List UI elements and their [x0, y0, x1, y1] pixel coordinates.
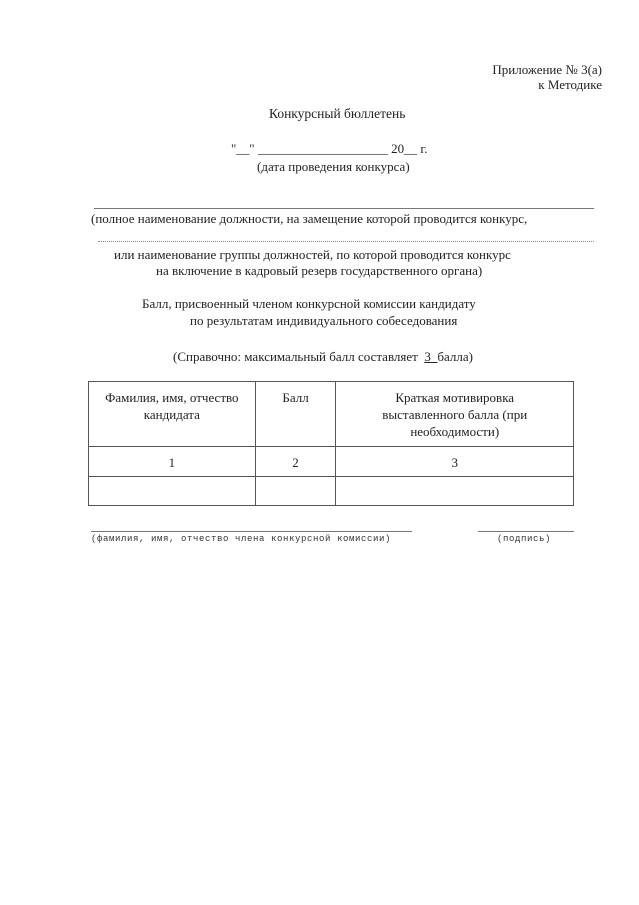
- position-name-line: [94, 208, 594, 209]
- max-score-value: 3: [424, 349, 431, 364]
- column-number-3: 3: [336, 447, 574, 477]
- header-motivation: Краткая мотивировка выставленного балла (при необходимости): [336, 382, 574, 447]
- position-caption-1: (полное наименование должности, на замещение которой проводится конкурс,: [91, 211, 528, 226]
- score-cell[interactable]: [255, 477, 336, 506]
- date-line: "__" ____________________ 20__ г.: [231, 141, 428, 156]
- max-score-suffix: балла): [437, 349, 473, 364]
- date-caption: (дата проведения конкурса): [257, 159, 410, 174]
- table-row: [89, 447, 574, 477]
- column-number-1: 1: [89, 447, 256, 477]
- position-group-line: [98, 241, 594, 242]
- position-caption-3: на включение в кадровый резерв государственного органа): [156, 263, 483, 278]
- table-header-row: [89, 382, 574, 447]
- member-name-caption: (фамилия, имя, отчество члена конкурсной комиссии): [91, 534, 392, 544]
- header-candidate-name: Фамилия, имя, отчество кандидата: [89, 382, 256, 447]
- table-row: [89, 477, 574, 506]
- candidate-name-cell[interactable]: [89, 477, 256, 506]
- motivation-cell[interactable]: [336, 477, 574, 506]
- max-score-prefix: (Справочно: максимальный балл составляет: [173, 349, 418, 364]
- signature-caption: (подпись): [497, 534, 552, 544]
- column-number-2: 2: [255, 447, 336, 477]
- document-title: Конкурсный бюллетень: [269, 106, 406, 121]
- signature-line: [478, 531, 574, 532]
- position-caption-2: или наименование группы должностей, по которой проводится конкурс: [114, 247, 511, 262]
- appendix-line-2: к Методике: [538, 77, 602, 92]
- member-name-line: [91, 531, 412, 532]
- header-score: Балл: [255, 382, 336, 447]
- appendix-note: [492, 62, 602, 92]
- score-heading-line-2: по результатам индивидуального собеседования: [190, 313, 458, 328]
- score-table: [88, 381, 574, 506]
- score-heading-line-1: Балл, присвоенный членом конкурсной комиссии кандидату: [142, 296, 476, 311]
- max-score-note: [173, 349, 473, 365]
- appendix-line-1: Приложение № 3(а): [492, 62, 602, 77]
